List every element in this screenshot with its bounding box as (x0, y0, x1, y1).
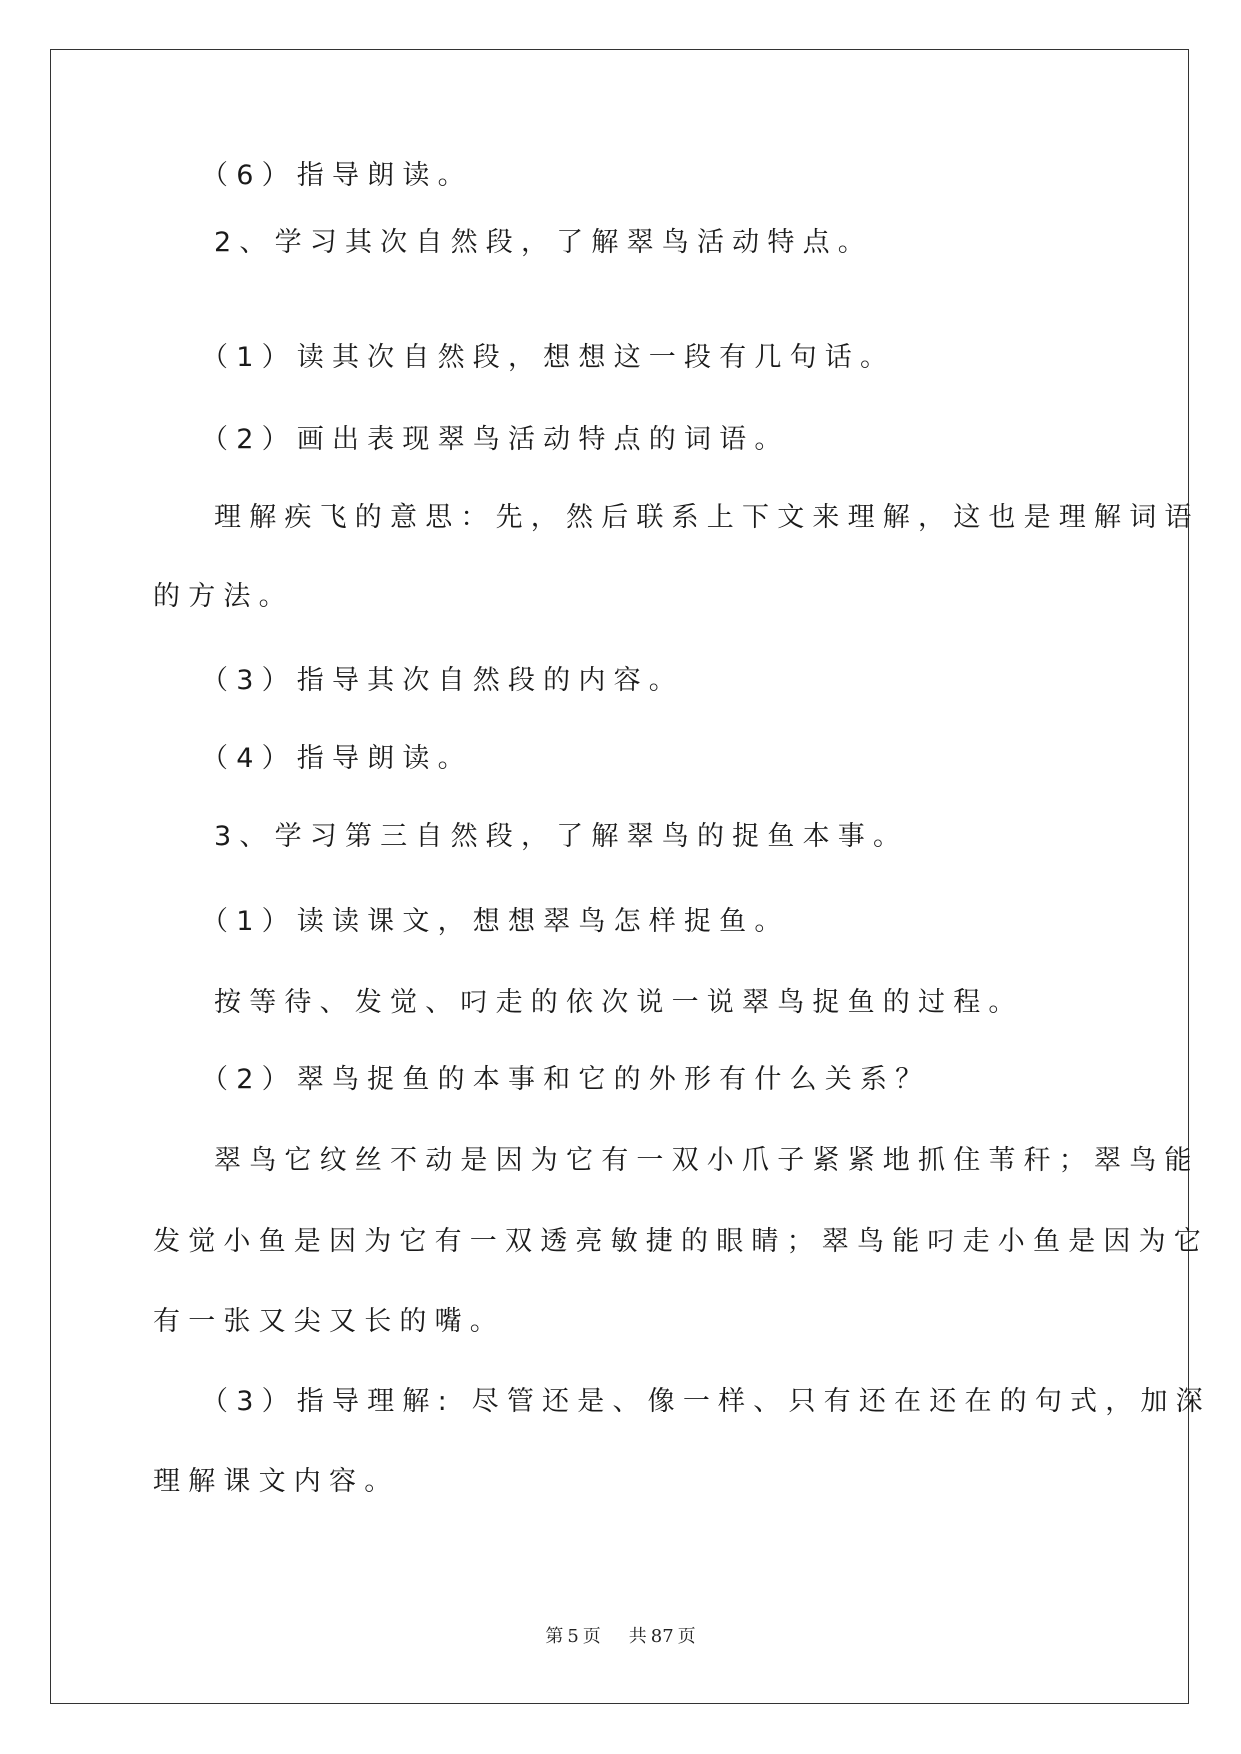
footer-page-current: 5 (567, 1626, 579, 1647)
text-line-10: （1）读读课文，想想翠鸟怎样捉鱼。 (201, 906, 790, 937)
text-line-14: 发觉小鱼是因为它有一双透亮敏捷的眼睛；翠鸟能叼走小鱼是因为它 (153, 1226, 1209, 1257)
text-line-4: （2）画出表现翠鸟活动特点的词语。 (201, 424, 790, 455)
text-line-3: （1）读其次自然段，想想这一段有几句话。 (201, 342, 896, 373)
footer-page-prefix: 第 (545, 1626, 564, 1647)
text-line-13: 翠鸟它纹丝不动是因为它有一双小爪子紧紧地抓住苇秆；翠鸟能 (214, 1145, 1200, 1176)
text-line-5: 理解疾飞的意思：先，然后联系上下文来理解，这也是理解词语 (214, 502, 1200, 533)
text-line-16: （3）指导理解: 尽管还是、像一样、只有还在还在的句式，加深 (201, 1386, 1211, 1417)
page-footer (0, 1622, 1241, 1648)
page-border (50, 49, 1189, 1704)
text-line-7: （3）指导其次自然段的内容。 (201, 665, 684, 696)
footer-total-unit: 页 (677, 1626, 696, 1647)
text-line-12: （2）翠鸟捉鱼的本事和它的外形有什么关系？ (201, 1064, 931, 1095)
footer-page-total: 87 (650, 1626, 674, 1647)
text-line-8: （4）指导朗读。 (201, 743, 473, 774)
text-line-17: 理解课文内容。 (153, 1466, 400, 1497)
text-line-6: 的方法。 (153, 581, 294, 612)
text-line-15: 有一张又尖又长的嘴。 (153, 1306, 505, 1337)
footer-page-unit: 页 (582, 1626, 601, 1647)
text-line-9: 3、学习第三自然段，了解翠鸟的捉鱼本事。 (214, 821, 909, 852)
text-line-11: 按等待、发觉、叼走的依次说一说翠鸟捉鱼的过程。 (214, 987, 1024, 1018)
text-line-2: 2、学习其次自然段，了解翠鸟活动特点。 (214, 227, 873, 258)
text-line-1: （6）指导朗读。 (201, 160, 473, 191)
footer-total-prefix: 共 (628, 1626, 647, 1647)
